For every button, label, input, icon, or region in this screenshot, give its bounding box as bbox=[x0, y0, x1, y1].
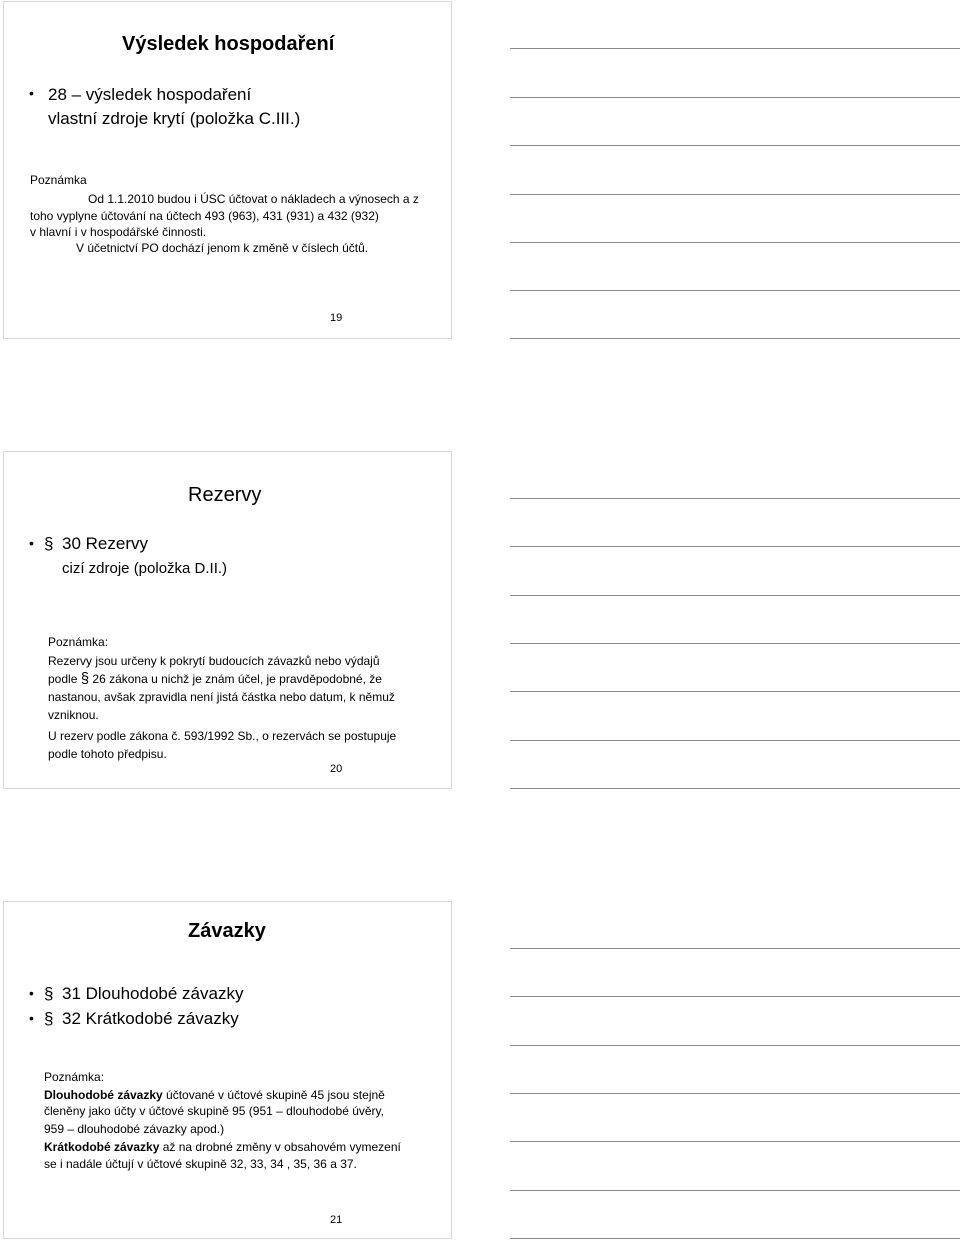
note-rule bbox=[510, 1141, 960, 1142]
note-rule bbox=[510, 242, 960, 243]
section-icon: § bbox=[44, 534, 54, 553]
note-rule bbox=[510, 145, 960, 146]
note-line: Od 1.1.2010 budou i ÚSC účtovat o nákladech a výnosech a z bbox=[88, 192, 419, 206]
note-rule bbox=[510, 740, 960, 741]
note-rule bbox=[510, 948, 960, 949]
note-rule bbox=[510, 1190, 960, 1191]
note-bold-term: Dlouhodobé závazky bbox=[44, 1088, 163, 1102]
note-text: až na drobné změny v obsahovém vymezení bbox=[159, 1140, 401, 1154]
note-text: podle bbox=[48, 672, 78, 686]
note-rule bbox=[510, 338, 960, 339]
note-line: v hlavní i v hospodářské činnosti. bbox=[30, 225, 207, 239]
note-rule bbox=[510, 97, 960, 98]
page-number: 19 bbox=[330, 312, 343, 324]
note-rule bbox=[510, 48, 960, 49]
note-line: V účetnictví PO dochází jenom k změně v číslech účtů. bbox=[76, 241, 369, 255]
note-line: toho vyplyne účtování na účtech 493 (963), 431 (931) a 432 (932) bbox=[30, 209, 379, 223]
bullet-text: 28 – výsledek hospodaření bbox=[48, 85, 252, 104]
section-icon: § bbox=[44, 1009, 54, 1028]
slide-21 bbox=[3, 901, 452, 1239]
note-line: U rezerv podle zákona č. 593/1992 Sb., o rezervách se postupuje bbox=[48, 729, 397, 743]
section-icon: § bbox=[44, 984, 54, 1003]
note-line: podle tohoto předpisu. bbox=[48, 747, 167, 761]
slide-title: Výsledek hospodaření bbox=[122, 33, 335, 55]
note-rule bbox=[510, 194, 960, 195]
note-rule bbox=[510, 1093, 960, 1094]
note-line: vzniknou. bbox=[48, 708, 99, 722]
note-rule bbox=[510, 498, 960, 499]
note-rule bbox=[510, 643, 960, 644]
note-heading: Poznámka bbox=[30, 173, 87, 187]
note-rule bbox=[510, 1045, 960, 1046]
bullet-icon: • bbox=[29, 1010, 34, 1026]
note-rule bbox=[510, 546, 960, 547]
note-heading: Poznámka: bbox=[44, 1070, 105, 1084]
note-rule bbox=[510, 595, 960, 596]
note-bold-term: Krátkodobé závazky bbox=[44, 1140, 160, 1154]
note-line: členěny jako účty v účtové skupině 95 (951 – dlouhodobé úvěry, bbox=[44, 1104, 384, 1118]
page-number: 21 bbox=[330, 1214, 343, 1226]
bullet-icon: • bbox=[29, 985, 34, 1001]
note-rule bbox=[510, 788, 960, 789]
note-rule bbox=[510, 691, 960, 692]
note-line: 959 – dlouhodobé závazky apod.) bbox=[44, 1122, 225, 1136]
bullet-text: 31 Dlouhodobé závazky bbox=[62, 984, 244, 1003]
bullet-subtext: vlastní zdroje krytí (položka C.III.) bbox=[48, 109, 301, 128]
slide-title: Závazky bbox=[188, 920, 266, 942]
note-line: se i nadále účtují v účtové skupině 32, 33, 34 , 35, 36 a 37. bbox=[44, 1157, 357, 1171]
bullet-subtext: cizí zdroje (položka D.II.) bbox=[62, 560, 228, 577]
note-line: Rezervy jsou určeny k pokrytí budoucích závazků nebo výdajů bbox=[48, 654, 380, 668]
note-text: 26 zákona u nichž je znám účel, je pravděpodobné, že bbox=[92, 672, 382, 686]
slide-title: Rezervy bbox=[188, 484, 262, 506]
note-text: účtované v účtové skupině 45 jsou stejně bbox=[162, 1088, 385, 1102]
slide-19 bbox=[3, 1, 452, 339]
slide-20 bbox=[3, 451, 452, 789]
note-line: nastanou, avšak zpravidla není jistá částka nebo datum, k němuž bbox=[48, 690, 395, 704]
bullet-text: 32 Krátkodobé závazky bbox=[62, 1009, 239, 1028]
section-icon: § bbox=[80, 670, 90, 687]
note-rule bbox=[510, 290, 960, 291]
bullet-icon: • bbox=[29, 535, 34, 551]
page-number: 20 bbox=[330, 763, 343, 775]
note-line bbox=[44, 1138, 401, 1156]
note-rule bbox=[510, 996, 960, 997]
bullet-text: 30 Rezervy bbox=[62, 534, 148, 553]
note-line bbox=[48, 670, 382, 688]
bullet-icon: • bbox=[29, 85, 34, 101]
note-heading: Poznámka: bbox=[48, 635, 109, 649]
note-rule bbox=[510, 1238, 960, 1239]
